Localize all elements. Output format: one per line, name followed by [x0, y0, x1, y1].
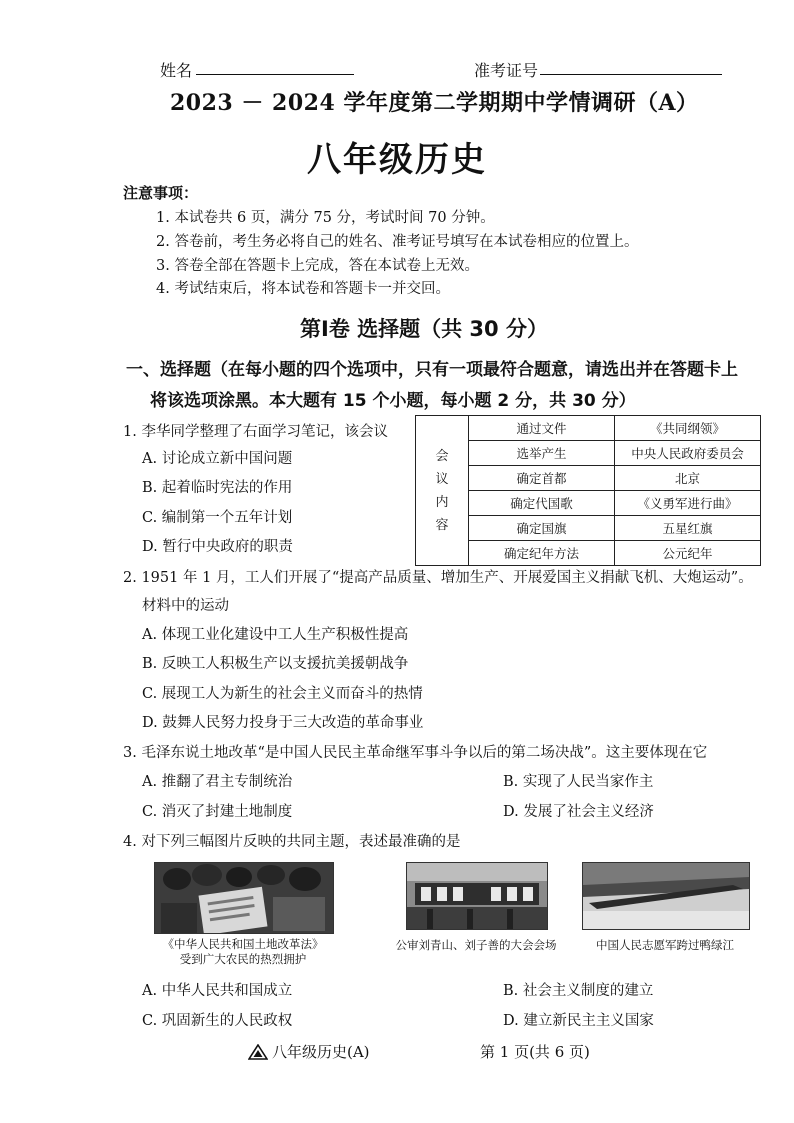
question-3-option-b: B. 实现了人民当家作主 — [503, 774, 654, 790]
note-item: 3. 答卷全部在答题卡上完成，答在本试卷上无效。 — [156, 258, 479, 274]
table-cell: 北京 — [615, 466, 761, 491]
question-4-stem: 4. 对下列三幅图片反映的共同主题，表述最准确的是 — [123, 834, 461, 850]
table-side-header — [416, 416, 469, 566]
table-cell: 选举产生 — [469, 441, 615, 466]
question-2-option-b: B. 反映工人积极生产以支援抗美援朝战争 — [142, 656, 409, 672]
table-cell: 确定纪年方法 — [469, 541, 615, 566]
instruction-line-2: 将该选项涂黑。本大题有 15 个小题，每小题 2 分，共 30 分） — [150, 391, 636, 411]
question-2-option-c: C. 展现工人为新生的社会主义而奋斗的热情 — [142, 686, 423, 702]
side-char: 议 — [435, 471, 449, 487]
question-2-stem-line-1: 2. 1951 年 1 月，工人们开展了“提高产品质量、增加生产、开展爱国主义捐献飞机、大炮运动”。 — [123, 570, 753, 586]
question-1-option-b: B. 起着临时宪法的作用 — [142, 480, 293, 496]
question-2-option-a: A. 体现工业化建设中工人生产积极性提高 — [142, 627, 409, 643]
question-1-option-c: C. 编制第一个五年计划 — [142, 510, 293, 526]
volunteer-army-yalu-river-photo — [582, 862, 750, 930]
footer-page-number: 第 1 页(共 6 页) — [480, 1043, 590, 1061]
question-2-stem-line-2: 材料中的运动 — [142, 598, 229, 614]
exam-number-blank-line — [540, 74, 722, 75]
subject-title: 八年级历史 — [307, 140, 487, 180]
table-cell: 五星红旗 — [615, 516, 761, 541]
table-cell: 确定代国歌 — [469, 491, 615, 516]
name-label: 姓名 — [160, 61, 193, 80]
table-cell: 《共同纲领》 — [615, 416, 761, 441]
question-1-option-a: A. 讨论成立新中国问题 — [142, 451, 293, 467]
photo-2-caption: 公审刘青山、刘子善的大会会场 — [395, 938, 557, 952]
public-trial-meeting-photo — [406, 862, 548, 930]
question-4-option-d: D. 建立新民主主义国家 — [503, 1013, 654, 1029]
question-4-option-b: B. 社会主义制度的建立 — [503, 983, 654, 999]
table-cell: 通过文件 — [469, 416, 615, 441]
question-4-option-a: A. 中华人民共和国成立 — [142, 983, 293, 999]
photo-1-caption-line-2: 受到广大农民的热烈拥护 — [179, 952, 307, 966]
land-reform-law-photo — [154, 862, 334, 934]
table-cell: 确定国旗 — [469, 516, 615, 541]
exam-number-label: 准考证号 — [474, 61, 539, 80]
question-1-stem: 1. 李华同学整理了右面学习笔记，该会议 — [123, 424, 388, 440]
note-item: 1. 本试卷共 6 页，满分 75 分，考试时间 70 分钟。 — [156, 210, 495, 226]
question-3-option-d: D. 发展了社会主义经济 — [503, 804, 654, 820]
note-item: 4. 考试结束后，将本试卷和答题卡一并交回。 — [156, 281, 450, 297]
section-title: 第Ⅰ卷 选择题（共 30 分） — [300, 317, 548, 341]
exam-title: 2023 － 2024 学年度第二学期期中学情调研（A） — [170, 90, 699, 116]
triangle-logo-icon — [248, 1044, 268, 1060]
question-4-option-c: C. 巩固新生的人民政权 — [142, 1013, 293, 1029]
side-char: 内 — [435, 494, 449, 510]
table-cell: 《义勇军进行曲》 — [615, 491, 761, 516]
question-1-option-d: D. 暂行中央政府的职责 — [142, 539, 293, 555]
photo-3-caption: 中国人民志愿军跨过鸭绿江 — [596, 938, 734, 952]
table-cell: 中央人民政府委员会 — [615, 441, 761, 466]
table-cell: 确定首都 — [469, 466, 615, 491]
side-char: 会 — [435, 448, 449, 464]
question-3-option-c: C. 消灭了封建土地制度 — [142, 804, 293, 820]
note-item: 2. 答卷前，考生务必将自己的姓名、准考证号填写在本试卷相应的位置上。 — [156, 234, 639, 250]
question-3-stem: 3. 毛泽东说土地改革“是中国人民民主革命继军事斗争以后的第二场决战”。这主要体现在它 — [123, 745, 708, 761]
meeting-content-table — [415, 415, 761, 566]
name-blank-line — [196, 74, 354, 75]
table-cell: 公元纪年 — [615, 541, 761, 566]
question-2-option-d: D. 鼓舞人民努力投身于三大改造的革命事业 — [142, 715, 424, 731]
notes-title: 注意事项： — [123, 184, 199, 202]
footer-subject: 八年级历史(A) — [272, 1043, 370, 1061]
question-3-option-a: A. 推翻了君主专制统治 — [142, 774, 293, 790]
side-char: 容 — [435, 517, 449, 533]
instruction-line-1: 一、选择题（在每小题的四个选项中，只有一项最符合题意，请选出并在答题卡上 — [126, 360, 738, 380]
photo-1-caption-line-1: 《中华人民共和国土地改革法》 — [162, 937, 324, 951]
